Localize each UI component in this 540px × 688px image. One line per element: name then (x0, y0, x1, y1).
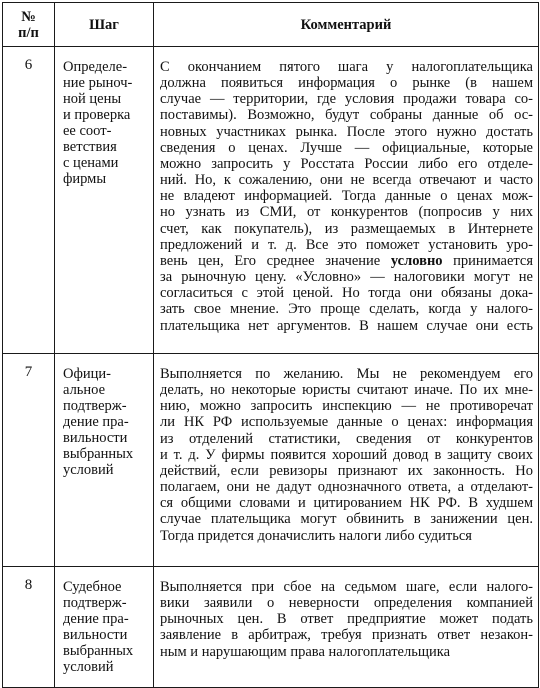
step-cell (55, 354, 154, 567)
header-num-line: № (21, 8, 36, 25)
header-comment: Комментарий (154, 3, 539, 47)
comment-line: С окончанием пятого шага у налогоплательщика (160, 59, 533, 75)
comment-line: счет, как покупатель), из размещаемых в Интернете (160, 220, 533, 237)
step-line: ветствия (63, 139, 117, 155)
comment-line: за рыночную цену. «Условно» — налоговики могут не (160, 269, 533, 286)
comment-line: но узнать из СМИ, от конкурентов (попросив у них (160, 204, 533, 221)
comment-line: заявление в арбитраж, требуя признать ответ незакон- (160, 627, 533, 644)
header-num (3, 3, 55, 47)
comment-line-with-bold (160, 253, 533, 269)
comment-line: ли НК РФ используемые данные о ценах: информация (160, 414, 533, 431)
step-line: ной цены (63, 91, 122, 107)
header-step: Шаг (55, 3, 154, 47)
comment-line: Выполняется по желанию. Мы не рекомендуем его (160, 366, 533, 382)
comment-line: из отделений статистики, сведения от конкурентов (160, 430, 533, 447)
comment-line: ся общими словами и цитированием НК РФ. В худшем (160, 495, 533, 512)
row-number: 6 (3, 47, 55, 354)
step-line: фирмы (63, 171, 107, 187)
comment-line: Выполняется при сбое на седьмом шаге, если налого- (160, 579, 533, 595)
step-line: выбранных (63, 643, 134, 659)
comment-line: плательщика нет аргументов. В нашем случае они есть (160, 317, 533, 334)
comment-line: полагаем, они не дадут однозначного ответа, а отделают- (160, 479, 533, 496)
header-num-line: п/п (18, 24, 39, 41)
step-line: Офици- (63, 366, 111, 382)
step-line: условий (63, 462, 114, 478)
comment-line: сведения о ценах. Лучше — официальные, которые (160, 139, 533, 156)
step-line: Судебное (63, 579, 122, 595)
comment-line: действий, если ревизоры признают их законность. Но (160, 462, 533, 479)
comment-line: Тогда придется доначислить налоги либо судиться (160, 527, 472, 544)
comment-line: ний. Но, к сожалению, они не всегда отвечают и часто (160, 172, 533, 189)
step-line: с ценами (63, 155, 119, 171)
comment-line: зать свое мнение. Это проще сделать, когда у налого- (160, 301, 533, 318)
comment-line: и т. д. У фирмы появится хороший довод в защиту своих (160, 446, 533, 463)
comment-line: случае плательщика могут обвинить в занижении цен. (160, 511, 533, 528)
step-line: дение пра- (63, 611, 129, 627)
step-line: ее соот- (63, 123, 112, 139)
comment-line: должна появиться информация о рынке (в нашем (160, 75, 533, 92)
comment-line: предложений и т. д. Все это поможет установить уро- (160, 236, 533, 253)
comment-line: согласиться с этой ценой. Но тогда они обязаны дока- (160, 285, 533, 302)
step-line: подтверж- (63, 595, 127, 611)
bold-word: условно (390, 252, 443, 269)
comment-line: случае — территории, где условия продажи товара со- (160, 91, 533, 108)
step-line: выбранных (63, 446, 134, 462)
step-line: альное (63, 382, 106, 398)
comment-cell (154, 47, 539, 354)
comment-line: вики заявили о неверности определения компанией (160, 595, 533, 612)
steps-table (2, 2, 539, 688)
comment-line: можно запросить у Росстата России либо его отделе- (160, 155, 533, 172)
comment-line: делать, но некоторые юристы считают иначе. По их мне- (160, 382, 533, 399)
table-row (3, 47, 539, 354)
row-number: 8 (3, 567, 55, 688)
table-row (3, 567, 539, 688)
comment-line: нию, можно запросить инспекцию — не противоречат (160, 398, 533, 415)
comment-line-end: принимается (442, 252, 534, 269)
table-row (3, 354, 539, 567)
comment-line: ным и нарушающим права налогоплательщика (160, 643, 451, 660)
comment-cell (154, 354, 539, 567)
comment-line: новных участниках рынка. После этого нужно достать (160, 123, 533, 140)
step-line: Определе- (63, 59, 128, 75)
step-line: подтверж- (63, 398, 127, 414)
step-line: и проверка (63, 107, 131, 123)
step-line: вильности (63, 627, 128, 643)
step-line: вильности (63, 430, 128, 446)
header-row (3, 3, 539, 47)
comment-line: не владеют информацией. Тогда данные о ценах мож- (160, 188, 533, 205)
step-line: ние рыноч- (63, 75, 133, 91)
step-cell (55, 47, 154, 354)
step-line: дение пра- (63, 414, 129, 430)
comment-line: поставимы). Возможно, будут собраны данные об ос- (160, 107, 533, 124)
step-line: условий (63, 659, 114, 675)
comment-line: рыночных цен. В ответ предприятие может подать (160, 611, 533, 628)
step-cell (55, 567, 154, 688)
comment-line-start: вень цен, Его среднее значение (160, 252, 391, 269)
row-number: 7 (3, 354, 55, 567)
comment-cell (154, 567, 539, 688)
